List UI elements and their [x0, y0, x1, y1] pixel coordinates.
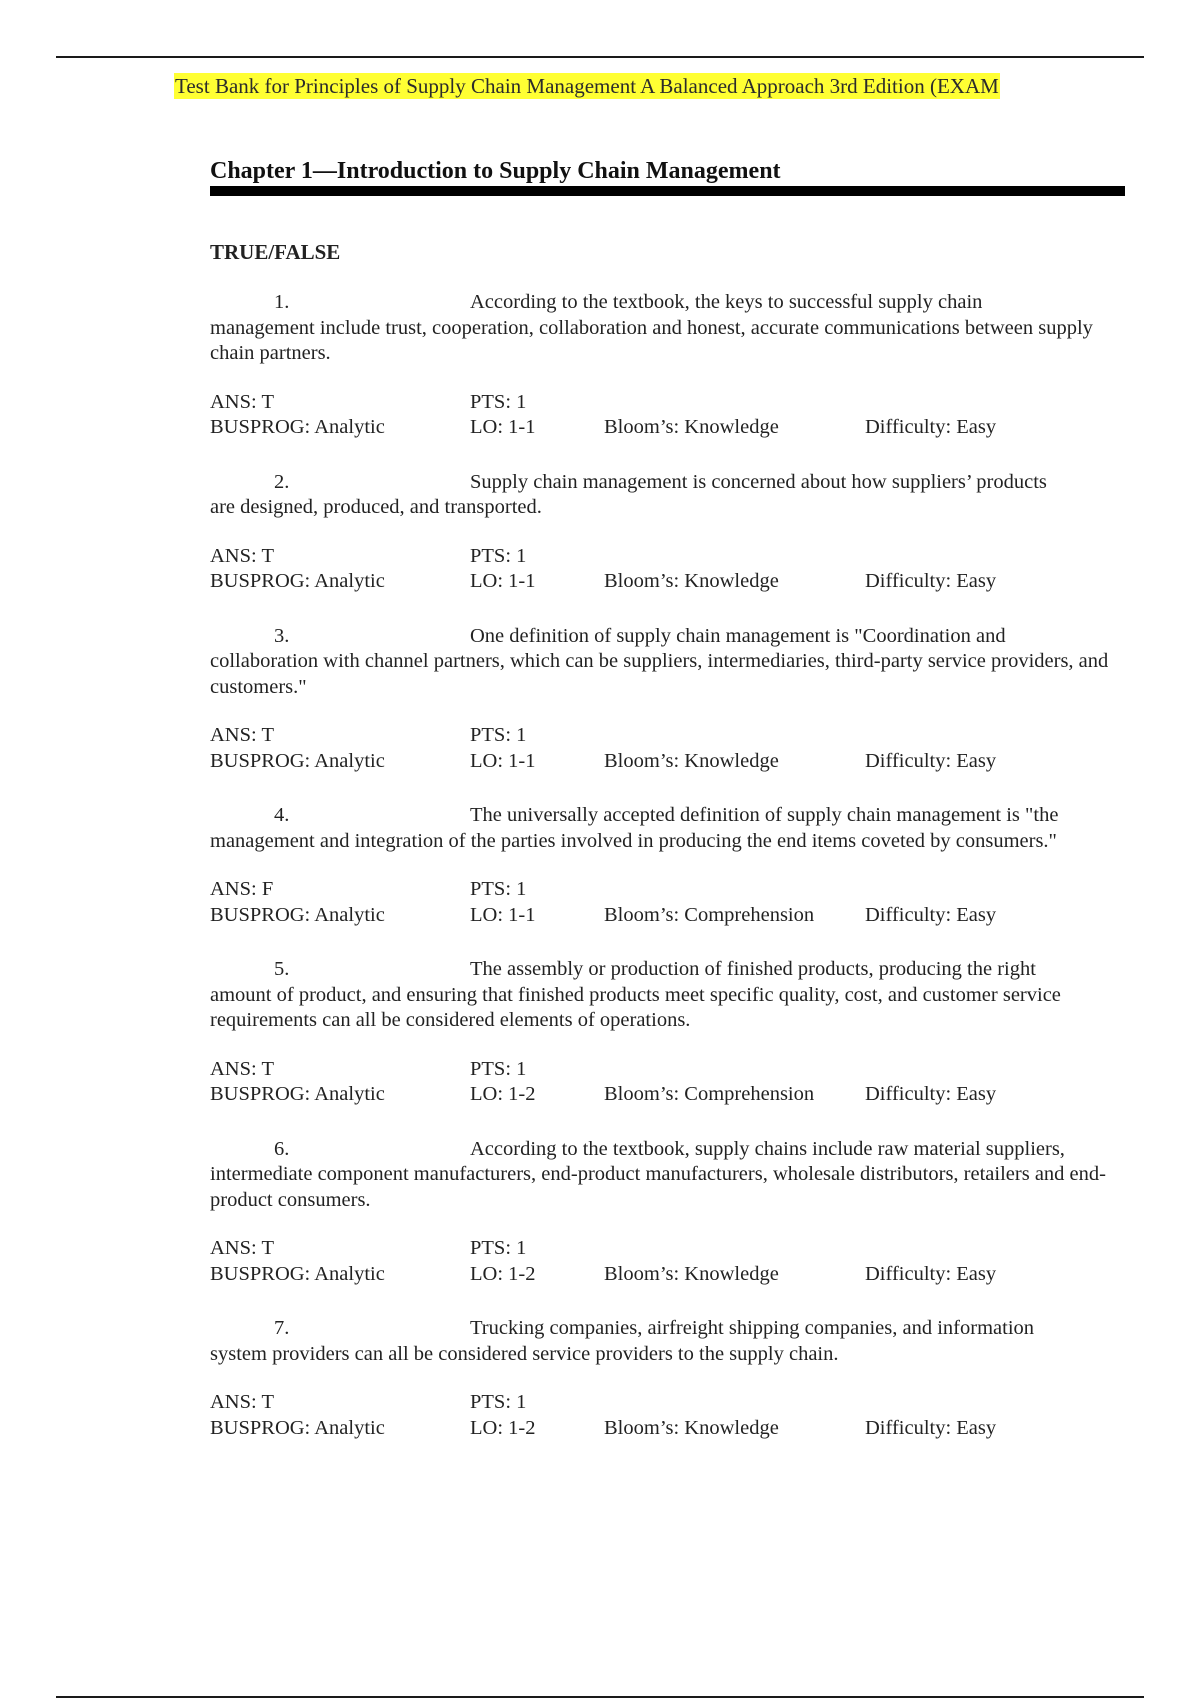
answer-key: ANS: T — [210, 1237, 274, 1259]
learning-objective: LO: 1-2 — [470, 1083, 536, 1105]
answer-meta — [210, 1390, 1125, 1441]
question-item — [210, 290, 1125, 367]
busprog: BUSPROG: Analytic — [210, 1083, 385, 1105]
difficulty: Difficulty: Easy — [865, 416, 997, 438]
answer-meta — [210, 723, 1125, 774]
question-text-lead: According to the textbook, the keys to successful supply chain — [470, 291, 983, 313]
points: PTS: 1 — [470, 878, 527, 900]
learning-objective: LO: 1-2 — [470, 1262, 536, 1285]
difficulty: Difficulty: Easy — [865, 1083, 997, 1105]
difficulty: Difficulty: Easy — [865, 903, 997, 926]
answer-key: ANS: T — [210, 724, 274, 746]
question-item — [210, 803, 1125, 854]
busprog: BUSPROG: Analytic — [210, 903, 385, 926]
answer-meta — [210, 390, 1125, 441]
blooms-level: Bloom’s: Comprehension — [604, 1083, 815, 1105]
answer-meta — [210, 544, 1125, 595]
difficulty: Difficulty: Easy — [865, 1262, 997, 1285]
answer-meta — [210, 877, 1125, 928]
question-text-lead: According to the textbook, supply chains include raw material suppliers, — [470, 1137, 1065, 1160]
question-text-lead: One definition of supply chain management is "Coordination and — [470, 624, 1006, 647]
busprog: BUSPROG: Analytic — [210, 749, 385, 772]
learning-objective: LO: 1-1 — [470, 749, 536, 772]
points: PTS: 1 — [470, 544, 527, 567]
difficulty: Difficulty: Easy — [865, 749, 997, 772]
question-number: 1. — [274, 291, 290, 313]
busprog: BUSPROG: Analytic — [210, 570, 385, 592]
blooms-level: Bloom’s: Knowledge — [604, 1416, 779, 1439]
answer-key: ANS: T — [210, 1391, 274, 1413]
learning-objective: LO: 1-1 — [470, 416, 536, 438]
blooms-level: Bloom’s: Knowledge — [604, 416, 779, 438]
question-text: intermediate component manufacturers, end-product manufacturers, wholesale distributors, retailers and end-product consumers. — [210, 1163, 1106, 1211]
question-number: 3. — [274, 624, 290, 647]
chapter-rule — [210, 186, 1125, 196]
answer-key: ANS: T — [210, 544, 274, 567]
question-text-lead: The assembly or production of finished products, producing the right — [470, 958, 1036, 980]
difficulty: Difficulty: Easy — [865, 1416, 997, 1439]
question-text: system providers can all be considered service providers to the supply chain. — [210, 1342, 839, 1365]
points: PTS: 1 — [470, 1057, 527, 1080]
busprog: BUSPROG: Analytic — [210, 416, 385, 438]
busprog: BUSPROG: Analytic — [210, 1262, 385, 1285]
points: PTS: 1 — [470, 1237, 527, 1259]
question-item — [210, 957, 1125, 1034]
question-item — [210, 470, 1125, 521]
question-number: 5. — [274, 958, 290, 980]
learning-objective: LO: 1-1 — [470, 570, 536, 592]
blooms-level: Bloom’s: Comprehension — [604, 903, 815, 926]
question-text: management and integration of the parties involved in producing the end items coveted by consumers." — [210, 829, 1057, 852]
question-text-lead: Supply chain management is concerned about how suppliers’ products — [470, 470, 1047, 493]
question-text: amount of product, and ensuring that finished products meet specific quality, cost, and customer service requirements can all be considered elements of operations. — [210, 983, 1061, 1031]
busprog: BUSPROG: Analytic — [210, 1416, 385, 1439]
question-item — [210, 624, 1125, 701]
blooms-level: Bloom’s: Knowledge — [604, 1262, 779, 1285]
difficulty: Difficulty: Easy — [865, 570, 997, 592]
blooms-level: Bloom’s: Knowledge — [604, 749, 779, 772]
question-item — [210, 1137, 1125, 1214]
question-list — [210, 290, 1125, 1441]
points: PTS: 1 — [470, 390, 527, 413]
question-text-lead: Trucking companies, airfreight shipping companies, and information — [470, 1317, 1035, 1339]
question-number: 4. — [274, 804, 290, 826]
question-text-lead: The universally accepted definition of supply chain management is "the — [470, 804, 1059, 826]
question-text: collaboration with channel partners, which can be suppliers, intermediaries, third-party service providers, and customers." — [210, 650, 1109, 698]
answer-meta — [210, 1057, 1125, 1108]
document-banner: Test Bank for Principles of Supply Chain Management A Balanced Approach 3rd Edition (EXAM — [175, 74, 999, 98]
question-text: are designed, produced, and transported. — [210, 496, 542, 518]
answer-key: ANS: T — [210, 390, 274, 413]
bottom-rule — [56, 1696, 1144, 1698]
learning-objective: LO: 1-1 — [470, 903, 536, 926]
question-item — [210, 1316, 1125, 1367]
question-number: 2. — [274, 470, 290, 493]
question-number: 6. — [274, 1137, 290, 1160]
points: PTS: 1 — [470, 1391, 527, 1413]
section-title: TRUE/FALSE — [210, 240, 341, 264]
top-rule — [56, 56, 1144, 58]
answer-key: ANS: F — [210, 878, 274, 900]
learning-objective: LO: 1-2 — [470, 1416, 536, 1439]
question-text: management include trust, cooperation, collaboration and honest, accurate communications between supply chain partners. — [210, 316, 1093, 364]
blooms-level: Bloom’s: Knowledge — [604, 570, 779, 592]
question-number: 7. — [274, 1317, 290, 1339]
points: PTS: 1 — [470, 724, 527, 746]
answer-meta — [210, 1236, 1125, 1287]
chapter-title: Chapter 1—Introduction to Supply Chain Management — [210, 158, 781, 184]
answer-key: ANS: T — [210, 1057, 274, 1080]
